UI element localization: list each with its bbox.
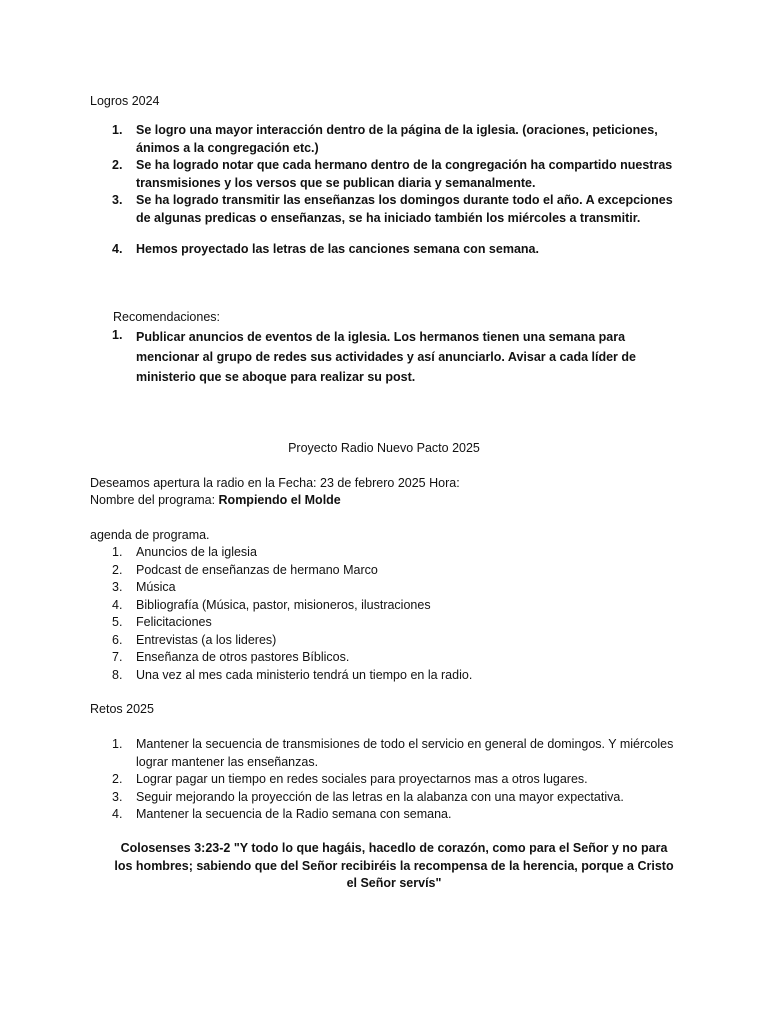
bible-verse: Colosenses 3:23-2 "Y todo lo que hagáis, hacedlo de corazón, como para el Señor y no para los hombres; sabiendo que del Señor recibiréis la recompensa de la herencia, porque a Cristo el Señor servís" bbox=[114, 841, 674, 890]
list-text: Se ha logrado transmitir las enseñanzas los domingos durante todo el año. A excepciones de algunas predicas o enseñanzas, se ha iniciado también los miércoles a transmitir. bbox=[136, 193, 673, 225]
list-text: Se ha logrado notar que cada hermano dentro de la congregación ha compartido nuestras transmisiones y los versos que se publican diaria y semanalmente. bbox=[136, 158, 673, 190]
programa-line bbox=[90, 492, 341, 510]
list-text: Anuncios de la iglesia bbox=[136, 545, 257, 559]
list-number: 4. bbox=[112, 597, 123, 612]
programa-label: Nombre del programa: bbox=[90, 493, 219, 507]
programa-name: Rompiendo el Molde bbox=[218, 493, 341, 507]
fecha-line: Deseamos apertura la radio en la Fecha: 23 de febrero 2025 Hora: bbox=[90, 476, 460, 490]
list-text: Podcast de enseñanzas de hermano Marco bbox=[136, 562, 378, 577]
proyecto-title: Proyecto Radio Nuevo Pacto 2025 bbox=[288, 441, 480, 455]
list-text: Mantener la secuencia de transmisiones de todo el servicio en general de domingos. Y miércoles lograr mantener las enseñanzas. bbox=[136, 737, 674, 769]
list-number: 1. bbox=[112, 328, 123, 342]
retos-list bbox=[90, 736, 690, 826]
list-number: 2. bbox=[112, 772, 123, 786]
list-number: 1. bbox=[112, 737, 123, 751]
list-number: 1. bbox=[112, 545, 123, 559]
list-text: Hemos proyectado las letras de las canciones semana con semana. bbox=[136, 242, 539, 256]
list-number: 4. bbox=[112, 242, 123, 256]
list-text: Enseñanza de otros pastores Bíblicos. bbox=[136, 650, 350, 664]
agenda-list bbox=[90, 544, 690, 684]
list-number: 5. bbox=[112, 615, 123, 629]
agenda-heading: agenda de programa. bbox=[90, 528, 210, 542]
logros-list bbox=[90, 122, 690, 262]
list-number: 3. bbox=[112, 580, 123, 594]
list-text: Una vez al mes cada ministerio tendrá un tiempo en la radio. bbox=[136, 667, 473, 682]
list-number: 3. bbox=[112, 193, 123, 207]
list-text: Música bbox=[136, 580, 176, 594]
list-number: 4. bbox=[112, 807, 123, 821]
list-text: Lograr pagar un tiempo en redes sociales para proyectarnos mas a otros lugares. bbox=[136, 772, 588, 786]
logros-heading: Logros 2024 bbox=[90, 94, 160, 108]
list-number: 6. bbox=[112, 632, 123, 647]
recomendaciones-list bbox=[90, 327, 690, 387]
list-number: 3. bbox=[112, 789, 123, 804]
list-text: Felicitaciones bbox=[136, 615, 212, 629]
list-text: Bibliografía (Música, pastor, misioneros, ilustraciones bbox=[136, 597, 431, 612]
list-number: 7. bbox=[112, 650, 123, 664]
list-text: Mantener la secuencia de la Radio semana con semana. bbox=[136, 807, 452, 821]
list-text: Se logro una mayor interacción dentro de la página de la iglesia. (oraciones, peticiones, ánimos a la congregación etc.) bbox=[136, 123, 658, 155]
list-number: 2. bbox=[112, 562, 123, 577]
list-text: Entrevistas (a los lideres) bbox=[136, 632, 277, 647]
retos-heading: Retos 2025 bbox=[90, 702, 154, 716]
list-text: Publicar anuncios de eventos de la iglesia. Los hermanos tienen una semana para mencionar al grupo de redes sus actividades y así anunciarlo. Avisar a cada líder de ministerio que se aboque para realizar su post. bbox=[136, 330, 636, 384]
list-text: Seguir mejorando la proyección de las letras en la alabanza con una mayor expectativa. bbox=[136, 789, 624, 804]
list-number: 8. bbox=[112, 667, 123, 682]
list-number: 1. bbox=[112, 123, 123, 137]
recomendaciones-heading: Recomendaciones: bbox=[113, 310, 221, 324]
list-number: 2. bbox=[112, 158, 123, 172]
